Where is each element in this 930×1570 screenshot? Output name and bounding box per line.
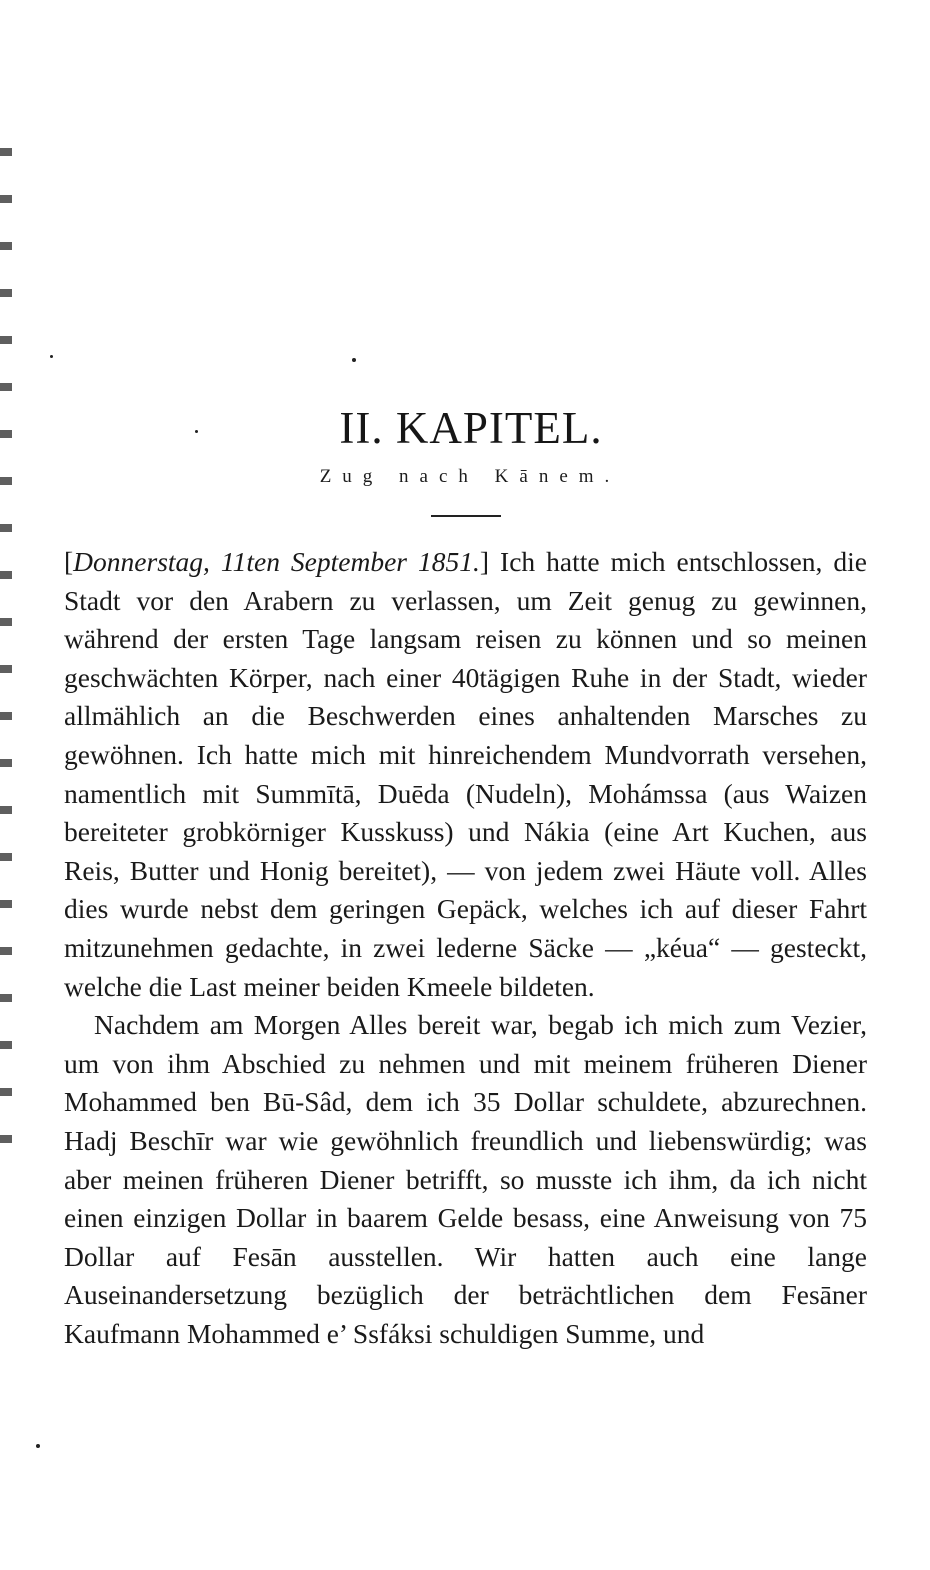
scan-edge-artifact: [0, 120, 12, 1180]
date-close-bracket: ]: [479, 546, 490, 577]
paragraph-1-text: Ich hatte mich entschlossen, die Stadt vor den Arabern zu verlassen, um Zeit genug zu gewinnen, während der ersten Tage langsam reisen zu können und so meinen geschwächten Körper, nach einer 40tägigen Ruhe in der Stadt, wieder allmählich an die Beschwerden eines anhaltenden Marsches zu gewöhnen. Ich hatte mich mit hinreichendem Mundvorrath versehen, namentlich mit Summītā, Duēda (Nudeln), Mohámssa (aus Waizen bereiteter grobkörniger Kusskuss) und Nákia (eine Art Kuchen, aus Reis, Butter und Honig bereitet), — von jedem zwei Häute voll. Alles dies wurde nebst dem geringen Gepäck, welches ich auf dieser Fahrt mitzunehmen gedachte, in zwei lederne Säcke — „kéua“ — gesteckt, welche die Last meiner beiden Kmeele bildeten.: [64, 546, 867, 1002]
print-speck: [50, 355, 53, 358]
print-speck: [352, 358, 356, 362]
print-speck: [36, 1444, 40, 1448]
chapter-subtitle: Zug nach Kānem.: [319, 466, 621, 487]
paragraph-1: [64, 543, 867, 1006]
date-reference: Donnerstag, 11ten September 1851.: [73, 546, 480, 577]
paragraph-2: Nachdem am Morgen Alles bereit war, begab ich mich zum Vezier, um von ihm Abschied zu nehmen und mit meinem früheren Diener Mohammed ben Bū-Sâd, dem ich 35 Dollar schuldete, abzurechnen. Hadj Beschīr war wie gewöhnlich freundlich und liebenswürdig; was aber meinen früheren Diener betrifft, so musste ich ihm, da ich nicht einen einzigen Dollar in baarem Gelde besass, eine Anweisung von 75 Dollar auf Fesān ausstellen. Wir hatten auch eine lange Auseinandersetzung bezüglich der beträchtlichen dem Fesāner Kaufmann Mohammed e’ Ssfáksi schuldigen Summe, und: [64, 1009, 867, 1349]
chapter-title: II. KAPITEL.: [339, 403, 603, 453]
body-text: [64, 543, 867, 1353]
date-open-bracket: [: [64, 546, 74, 577]
title-divider: [431, 515, 501, 517]
